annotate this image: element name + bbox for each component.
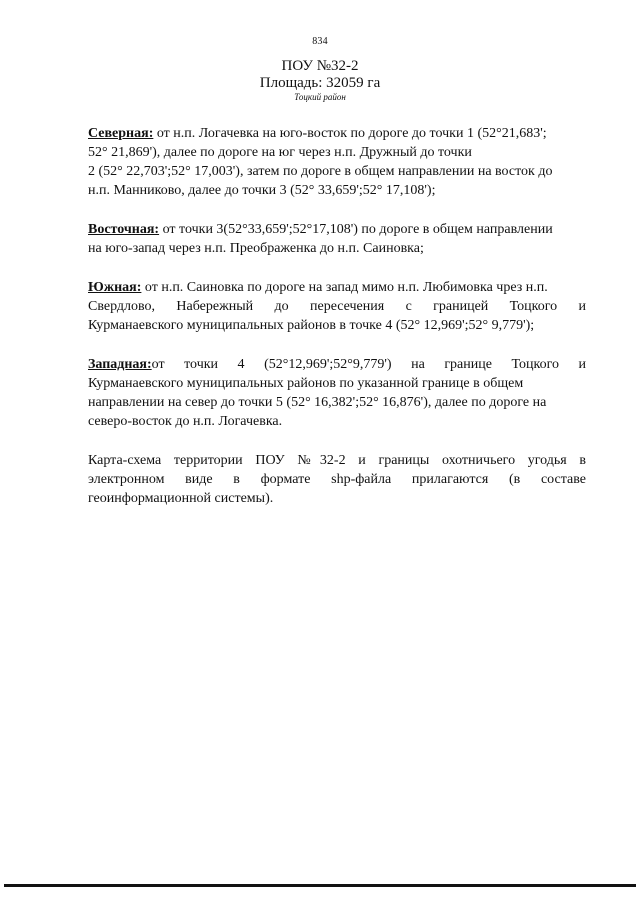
map-line-3: геоинформационной системы). — [88, 491, 274, 506]
west-line-1-wrap — [88, 355, 586, 374]
north-line-4: н.п. Манниково, далее до точки 3 (52° 33,659';52° 17,108'); — [88, 183, 436, 198]
west-line-3: направлении на север до точки 5 (52° 16,382';52° 16,876'), далее по дороге на — [88, 395, 547, 410]
map-line-2 — [88, 470, 586, 489]
document-header — [0, 58, 640, 103]
east-line-2: на юго-запад через н.п. Преображенка до н.п. Саиновка; — [88, 241, 424, 256]
map-line-1-text: Карта-схема территории ПОУ №32-2 и границы охотничьего угодья в — [88, 453, 586, 468]
east-boundary-label: Восточная: — [88, 222, 160, 237]
south-boundary-label: Южная: — [88, 280, 142, 295]
map-line-2-text: электронном виде в формате shp-файла прилагаются (в составе — [88, 472, 586, 487]
west-line-2: Курманаевского муниципальных районов по указанной границе в общем — [88, 376, 524, 391]
map-scheme-paragraph — [88, 451, 586, 508]
east-line-1 — [88, 220, 586, 239]
north-line-1 — [88, 124, 586, 143]
east-boundary-paragraph — [88, 220, 586, 258]
map-line-1 — [88, 451, 586, 470]
south-line-2-text: Свердлово, Набережный до пересечения с границей Тоцкого и — [88, 299, 586, 314]
south-line-3: Курманаевского муниципальных районов в точке 4 (52° 12,969';52° 9,779'); — [88, 318, 535, 333]
south-boundary-paragraph — [88, 278, 586, 335]
page-number: 834 — [312, 36, 328, 47]
west-boundary-label: Западная: — [88, 357, 152, 372]
east-line-1-text: от точки 3(52°33,659';52°17,108') по дороге в общем направлении — [159, 222, 553, 237]
west-line-1 — [88, 355, 586, 374]
north-boundary-paragraph — [88, 124, 586, 200]
north-line-2: 52° 21,869'), далее по дороге на юг через н.п. Дружный до точки — [88, 145, 472, 160]
document-title: ПОУ №32-2 — [281, 58, 359, 74]
south-line-1 — [88, 278, 586, 297]
west-line-1-text: от точки 4 (52°12,969';52°9,779') на границе Тоцкого и — [151, 357, 586, 372]
west-line-4: северо-восток до н.п. Логачевка. — [88, 414, 283, 429]
south-line-1-text: от н.п. Саиновка по дороге на запад мимо н.п. Любимовка чрез н.п. — [141, 280, 548, 295]
north-line-3: 2 (52° 22,703';52° 17,003'), затем по дороге в общем направлении на восток до — [88, 164, 553, 179]
page-bottom-rule — [4, 884, 636, 887]
north-boundary-label: Северная: — [88, 126, 154, 141]
south-line-2 — [88, 297, 586, 316]
west-boundary-paragraph — [88, 355, 586, 431]
area-line: Площадь: 32059 га — [259, 75, 381, 91]
north-line-1-text: от н.п. Логачевка на юго-восток по дороге до точки 1 (52°21,683'; — [153, 126, 547, 141]
document-body — [88, 124, 586, 528]
district-label: Тоцкий район — [294, 92, 346, 102]
